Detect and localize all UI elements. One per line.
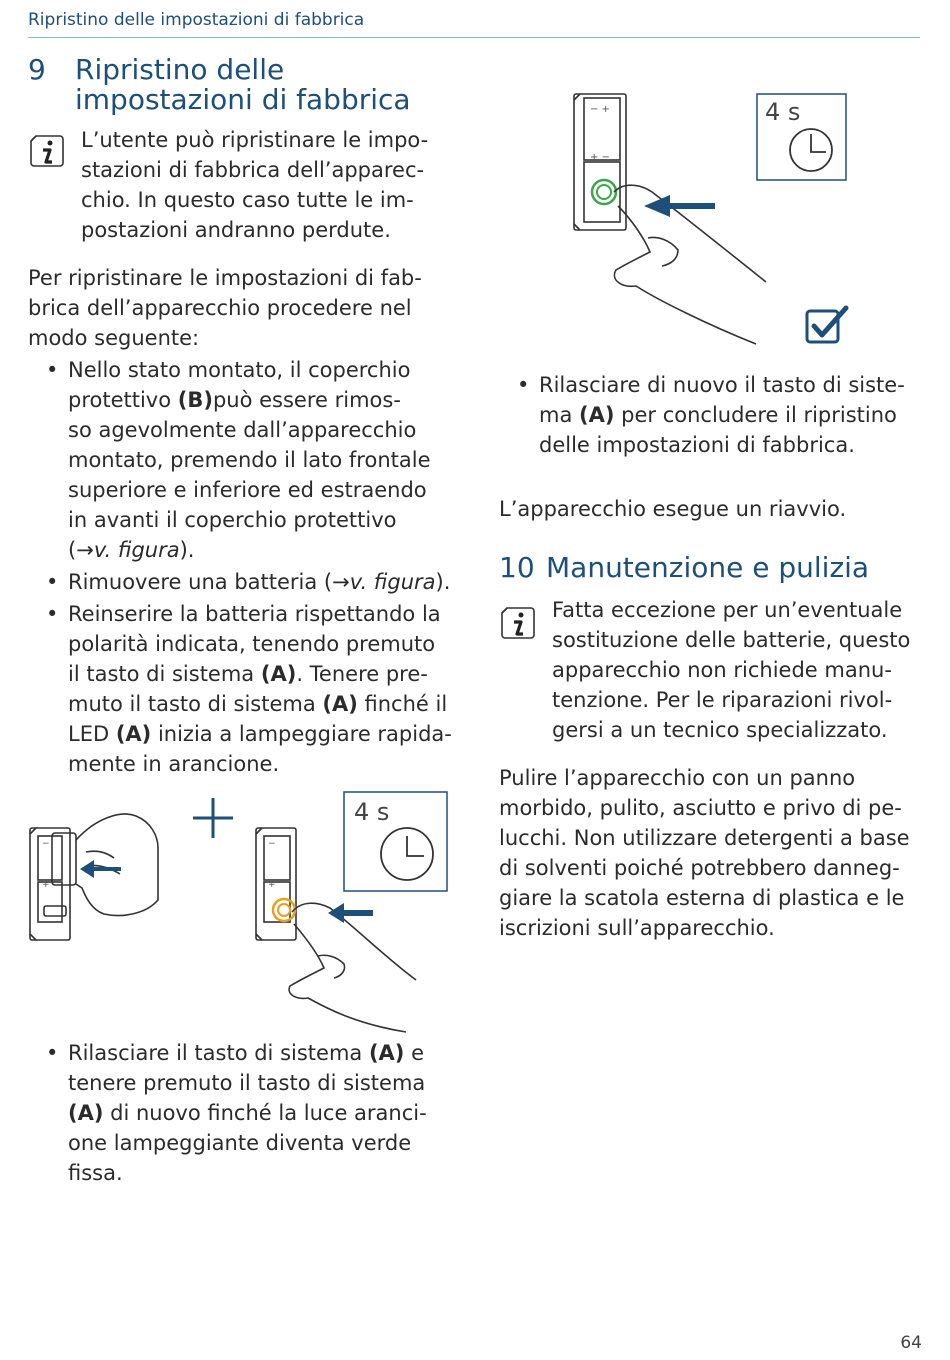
bullet-line: il tasto di sistema (A). Tenere pre-	[68, 662, 428, 686]
body-line: Pulire l’apparecchio con un panno	[499, 766, 856, 790]
body-line: morbido, pulito, asciutto e privo di pe-	[499, 796, 902, 820]
device-illustration	[256, 828, 296, 940]
timer-label: 4 s	[354, 798, 390, 826]
bullet-line: delle impostazioni di fabbrica.	[539, 433, 855, 457]
figure-reference-link[interactable]: v. figura	[93, 538, 180, 562]
body-line: iscrizioni sull’apparecchio.	[499, 916, 775, 940]
section-10-number: 10	[499, 551, 535, 584]
svg-text:− +: − +	[590, 104, 610, 115]
led-indicator-orange	[273, 899, 295, 921]
bullet-item	[28, 355, 468, 567]
bullet-line: in avanti il coperchio protettivo	[68, 508, 397, 532]
intro-line: Per ripristinare le impostazioni di fab-	[28, 266, 422, 290]
clock-icon	[790, 129, 832, 171]
body-line: lucchi. Non utilizzare detergenti a base	[499, 826, 910, 850]
info-line: gersi a un tecnico specializzato.	[552, 718, 888, 742]
bullet-line: superiore e inferiore ed estraendo	[68, 478, 427, 502]
bullet-line: mente in arancione.	[68, 752, 280, 776]
info-line: sostituzione delle batterie, questo	[552, 628, 911, 652]
arrow-left-icon	[80, 860, 121, 878]
bullet-line: LED (A) inizia a lampeggiare rapida-	[68, 722, 452, 746]
bullet-item	[28, 567, 468, 599]
info-line: postazioni andranno perdute.	[81, 218, 391, 242]
info-line: chio. In questo caso tutte le im-	[81, 188, 414, 212]
clock-icon	[381, 828, 433, 880]
section-9-bullets	[28, 355, 468, 779]
section-9-number: 9	[28, 53, 46, 86]
bullet-line: muto il tasto di sistema (A) finché il	[68, 692, 448, 716]
info-line: L’utente può ripristinare le impo-	[81, 128, 429, 152]
bullet-finish-reset	[499, 370, 924, 460]
bullet-dot: •	[46, 358, 59, 382]
bullet-dot: •	[46, 570, 59, 594]
finger-illustration	[289, 903, 416, 1032]
bullet-item	[28, 599, 468, 779]
battery-reset-figure	[26, 788, 456, 1036]
info-line: Fatta eccezione per un’eventuale	[552, 598, 903, 622]
bullet-release-button	[28, 1038, 468, 1188]
running-header: Ripristino delle impostazioni di fabbrica	[28, 10, 365, 30]
section-10-body	[499, 763, 929, 943]
section-9-info-text	[81, 125, 461, 245]
section-9-title-line2: impostazioni di fabbrica	[75, 83, 411, 116]
bullet-line: fissa.	[68, 1161, 123, 1185]
arrow-left-icon	[328, 903, 373, 923]
section-9-title-line1: Ripristino delle	[75, 53, 285, 86]
bullet-line: one lampeggiante diventa verde	[68, 1131, 412, 1155]
bullet-line: Rimuovere una batteria (→v. figura).	[68, 570, 451, 594]
bullet-dot: •	[46, 602, 59, 626]
page-number: 64	[900, 1333, 922, 1353]
led-indicator-green	[592, 180, 616, 204]
body-line: di solventi poiché potrebbero danneg-	[499, 856, 900, 880]
bullet-dot: •	[517, 373, 530, 397]
bullet-line: (→v. figura).	[68, 538, 195, 562]
svg-text:−: −	[268, 839, 276, 849]
reboot-note: L’apparecchio esegue un riavvio.	[499, 497, 847, 521]
section-10-info-text	[552, 595, 932, 745]
info-line: stazioni di fabbrica dell’apparec-	[81, 158, 425, 182]
section-9-intro	[28, 263, 468, 353]
intro-line: brica dell’apparecchio procedere nel	[28, 296, 412, 320]
bullet-line: ma (A) per concludere il ripristino	[539, 403, 897, 427]
device-illustration	[574, 94, 626, 230]
svg-text:+: +	[268, 880, 276, 890]
bullet-line: tenere premuto il tasto di sistema	[68, 1071, 426, 1095]
bullet-dot: •	[46, 1041, 59, 1065]
info-icon	[499, 604, 537, 644]
section-10-title	[499, 552, 924, 584]
bullet-line: so agevolmente dall’apparecchio	[68, 418, 417, 442]
svg-text:−: −	[42, 839, 50, 849]
bullet-line: protettivo (B)può essere rimos-	[68, 388, 401, 412]
info-icon	[28, 132, 66, 172]
bullet-line: polarità indicata, tenendo premuto	[68, 632, 436, 656]
intro-line: modo seguente:	[28, 326, 200, 350]
info-line: tenzione. Per le riparazioni rivol-	[552, 688, 893, 712]
bullet-line: Reinserire la batteria rispettando la	[68, 602, 441, 626]
body-line: giare la scatola esterna di plastica e le	[499, 886, 905, 910]
check-icon	[807, 308, 846, 342]
bullet-item	[499, 370, 924, 460]
bullet-item	[28, 1038, 468, 1188]
figure-reference-link[interactable]: v. figura	[349, 570, 436, 594]
svg-text:+ −: + −	[590, 152, 610, 163]
section-10-title-text: Manutenzione e pulizia	[546, 551, 870, 584]
bullet-line: (A) di nuovo finché la luce aranci-	[68, 1101, 427, 1125]
finger-illustration	[614, 185, 766, 344]
confirm-reset-figure	[566, 88, 856, 348]
info-line: apparecchio non richiede manu-	[552, 658, 892, 682]
bullet-line: Rilasciare di nuovo il tasto di siste-	[539, 373, 905, 397]
bullet-line: Rilasciare il tasto di sistema (A) e	[68, 1041, 425, 1065]
plus-icon	[193, 798, 233, 838]
section-9-title	[28, 54, 468, 116]
timer-label: 4 s	[765, 98, 801, 126]
bullet-line: Nello stato montato, il coperchio	[68, 358, 411, 382]
bullet-line: montato, premendo il lato frontale	[68, 448, 431, 472]
svg-text:+: +	[42, 880, 50, 890]
header-divider	[28, 37, 920, 38]
